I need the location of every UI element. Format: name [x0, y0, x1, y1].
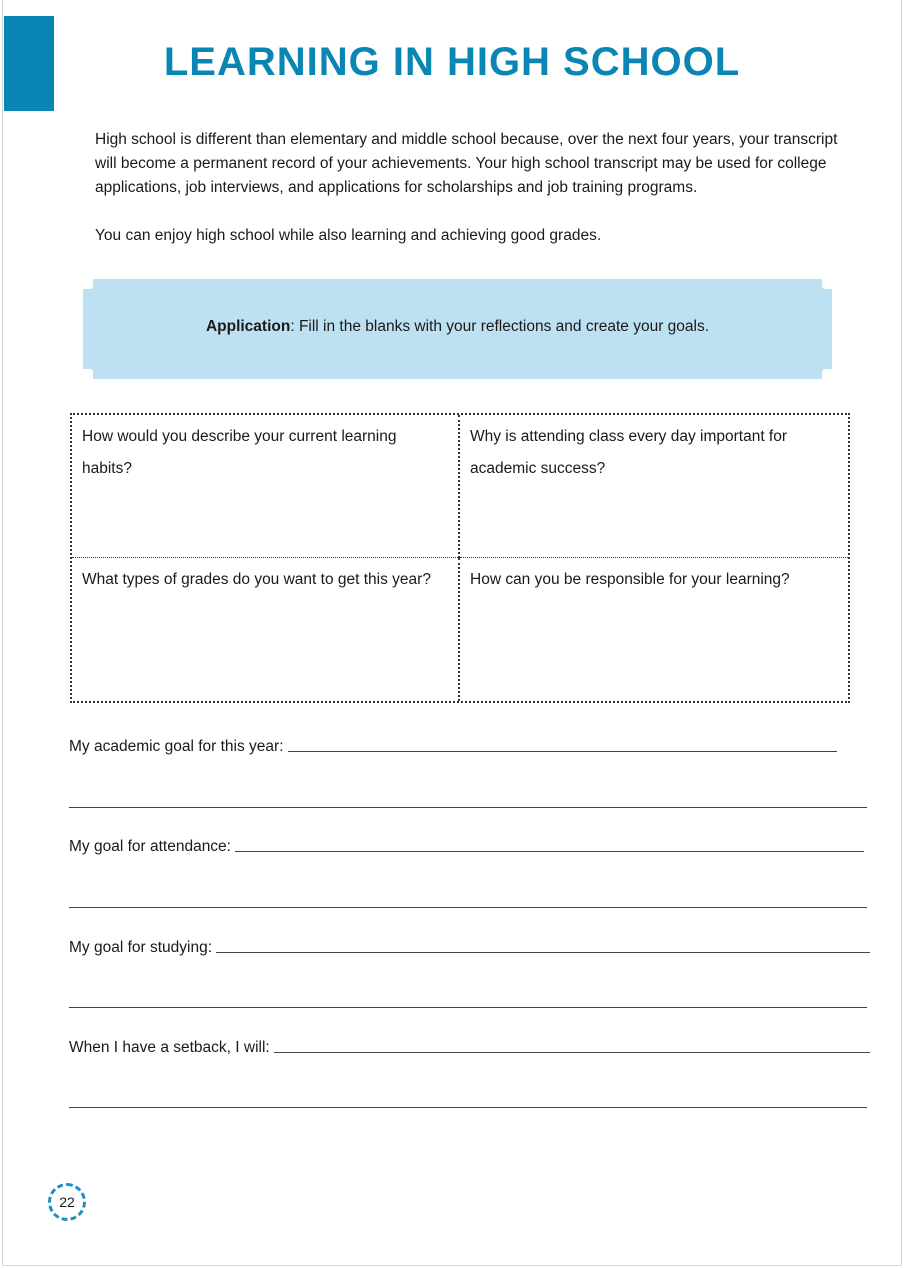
application-label: Application	[205, 318, 291, 335]
goal-academic[interactable]	[69, 738, 837, 756]
goal-attendance-label: My goal for attendance:	[69, 838, 231, 855]
question-cell-attendance[interactable]	[460, 415, 848, 558]
goal-attendance-line[interactable]	[235, 850, 864, 852]
reflection-grid	[70, 413, 850, 703]
question-cell-responsibility[interactable]	[460, 558, 848, 701]
goal-academic-line[interactable]	[288, 750, 837, 752]
page-number-badge	[48, 1183, 86, 1221]
goal-setback-blank-line[interactable]	[69, 1107, 867, 1108]
goal-studying-line[interactable]	[216, 951, 870, 953]
goal-academic-label: My academic goal for this year:	[69, 738, 284, 755]
goal-studying[interactable]	[69, 939, 870, 957]
intro-paragraph: High school is different than elementary and middle school because, over the next four years, your transcript will become a permanent record of your achievements. Your high school transcript may be used for college applications, job interviews, and applications for scholarships and job training programs.	[95, 131, 838, 196]
goal-setback[interactable]	[69, 1039, 870, 1057]
question-text: Why is attending class every day important for academic success?	[470, 428, 788, 477]
application-instructions	[206, 318, 709, 336]
question-cell-grades[interactable]	[72, 558, 460, 701]
question-text: How would you describe your current learning habits?	[82, 428, 397, 477]
goal-attendance-blank-line[interactable]	[69, 907, 867, 908]
goal-setback-label: When I have a setback, I will:	[69, 1039, 270, 1056]
goal-setback-line[interactable]	[274, 1051, 870, 1053]
intro-paragraph-2: You can enjoy high school while also learning and achieving good grades.	[95, 227, 602, 244]
application-box	[83, 279, 832, 379]
question-cell-learning-habits[interactable]	[72, 415, 460, 558]
page-title: LEARNING IN HIGH SCHOOL	[163, 40, 741, 84]
question-text: How can you be responsible for your learning?	[470, 571, 790, 588]
goal-attendance[interactable]	[69, 838, 864, 856]
question-text: What types of grades do you want to get this year?	[82, 571, 431, 588]
application-text: : Fill in the blanks with your reflections and create your goals.	[290, 318, 710, 335]
goal-studying-blank-line[interactable]	[69, 1007, 867, 1008]
goal-studying-label: My goal for studying:	[69, 939, 213, 956]
page-number: 22	[59, 1194, 75, 1210]
goal-academic-blank-line[interactable]	[69, 807, 867, 808]
